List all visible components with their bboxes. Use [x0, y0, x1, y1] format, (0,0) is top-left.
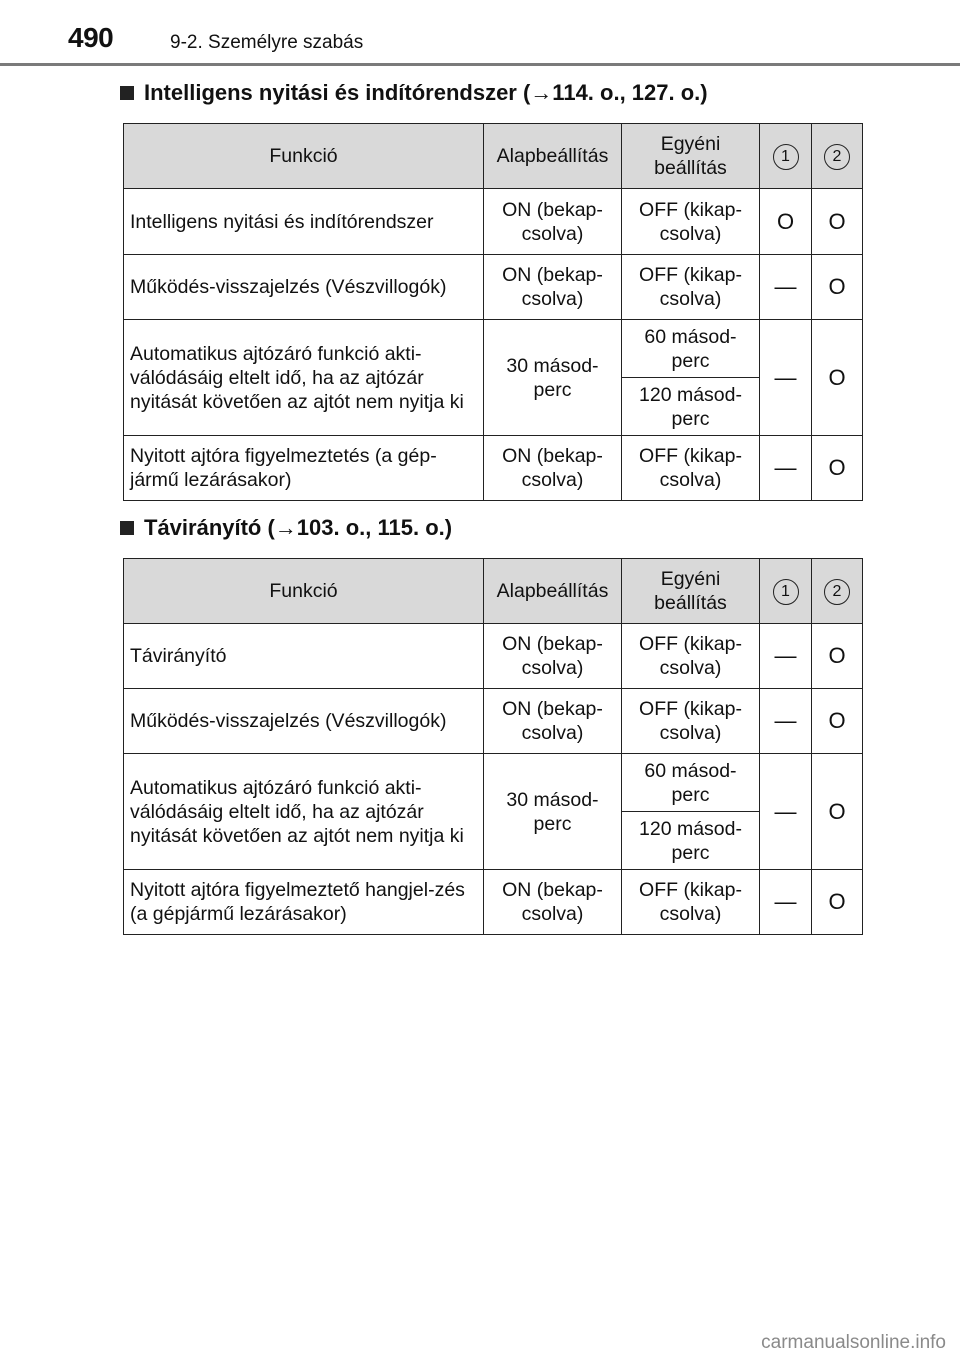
page-header: [0, 0, 960, 68]
feature-cell: Működés-visszajelzés (Vészvillogók): [124, 255, 484, 320]
section-title-text: Intelligens nyitási és indítórendszer (→114. o., 127. o.): [144, 80, 708, 105]
custom-cell: OFF (kikap-csolva): [622, 436, 760, 501]
col-header-custom: Egyéni beállítás: [622, 559, 760, 624]
custom-cell: OFF (kikap-csolva): [622, 624, 760, 689]
default-cell: ON (bekap-csolva): [484, 624, 622, 689]
table-row: [124, 689, 863, 754]
col-header-2: [812, 124, 863, 189]
chapter-title: 9-2. Személyre szabás: [170, 32, 364, 53]
page-number: 490: [68, 22, 114, 53]
table-row: [124, 320, 863, 378]
default-cell: 30 másod-perc: [484, 320, 622, 436]
footer-watermark: carmanualsonline.info: [761, 1332, 946, 1353]
table-header-row: [124, 559, 863, 624]
default-cell: ON (bekap-csolva): [484, 689, 622, 754]
col-header-1: [760, 559, 812, 624]
col2-cell: O: [812, 689, 863, 754]
col-header-function: Funkció: [124, 124, 484, 189]
col-header-1: [760, 124, 812, 189]
col2-cell: O: [812, 320, 863, 436]
custom-cell: 60 másod-perc: [622, 754, 760, 812]
col1-cell: —: [760, 870, 812, 935]
table-row: [124, 189, 863, 255]
col2-cell: O: [812, 870, 863, 935]
col2-cell: O: [812, 624, 863, 689]
feature-cell: Működés-visszajelzés (Vészvillogók): [124, 689, 484, 754]
custom-cell: 120 másod-perc: [622, 812, 760, 870]
circled-number-1: 1: [773, 579, 799, 605]
col2-cell: O: [812, 189, 863, 255]
col-header-2: [812, 559, 863, 624]
circled-number-2: 2: [824, 144, 850, 170]
settings-table-1: [123, 123, 863, 501]
custom-cell: 60 másod-perc: [622, 320, 760, 378]
col-header-default: Alapbeállítás: [484, 559, 622, 624]
col-header-default: Alapbeállítás: [484, 124, 622, 189]
custom-cell: 120 másod-perc: [622, 378, 760, 436]
default-cell: ON (bekap-csolva): [484, 436, 622, 501]
section-title-text: Távirányító (→103. o., 115. o.): [144, 515, 453, 540]
square-bullet-icon: [120, 86, 134, 100]
col2-cell: O: [812, 255, 863, 320]
table-header-row: [124, 124, 863, 189]
square-bullet-icon: [120, 521, 134, 535]
col2-cell: O: [812, 754, 863, 870]
col1-cell: —: [760, 689, 812, 754]
col1-cell: —: [760, 255, 812, 320]
table-row: [124, 754, 863, 812]
col1-cell: —: [760, 624, 812, 689]
feature-cell: Intelligens nyitási és indítórendszer: [124, 189, 484, 255]
col-header-function: Funkció: [124, 559, 484, 624]
feature-cell: Távirányító: [124, 624, 484, 689]
feature-cell: Nyitott ajtóra figyelmeztetés (a gép-jármű lezárásakor): [124, 436, 484, 501]
col1-cell: O: [760, 189, 812, 255]
custom-cell: OFF (kikap-csolva): [622, 189, 760, 255]
feature-cell: Automatikus ajtózáró funkció akti-válódásáig eltelt idő, ha az ajtózár nyitását követően az ajtót nem nyitja ki: [124, 320, 484, 436]
circled-number-1: 1: [773, 144, 799, 170]
custom-cell: OFF (kikap-csolva): [622, 870, 760, 935]
circled-number-2: 2: [824, 579, 850, 605]
table-row: [124, 255, 863, 320]
col1-cell: —: [760, 320, 812, 436]
settings-table-2: [123, 558, 863, 935]
default-cell: ON (bekap-csolva): [484, 189, 622, 255]
custom-cell: OFF (kikap-csolva): [622, 255, 760, 320]
col2-cell: O: [812, 436, 863, 501]
default-cell: ON (bekap-csolva): [484, 870, 622, 935]
col1-cell: —: [760, 754, 812, 870]
table-row: [124, 870, 863, 935]
col-header-custom: Egyéni beállítás: [622, 124, 760, 189]
default-cell: ON (bekap-csolva): [484, 255, 622, 320]
feature-cell: Nyitott ajtóra figyelmeztető hangjel-zés (a gépjármű lezárásakor): [124, 870, 484, 935]
feature-cell: Automatikus ajtózáró funkció akti-válódásáig eltelt idő, ha az ajtózár nyitását követően az ajtót nem nyitja ki: [124, 754, 484, 870]
table-row: [124, 436, 863, 501]
col1-cell: —: [760, 436, 812, 501]
section-title-2: [120, 515, 452, 541]
custom-cell: OFF (kikap-csolva): [622, 689, 760, 754]
table-row: [124, 624, 863, 689]
default-cell: 30 másod-perc: [484, 754, 622, 870]
header-divider: [0, 63, 960, 66]
section-title-1: [120, 80, 708, 106]
